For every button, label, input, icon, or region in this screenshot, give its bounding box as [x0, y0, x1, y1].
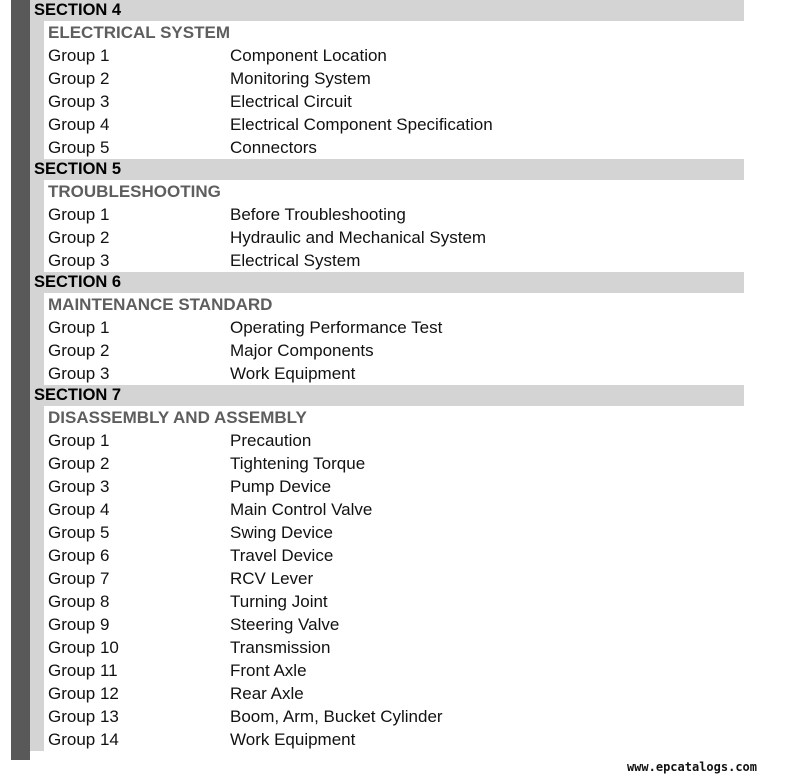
left-margin-bar [11, 0, 30, 760]
group-label: Group 2 [48, 69, 110, 88]
group-topic: Main Control Valve [230, 500, 373, 519]
table-of-contents [30, 0, 744, 751]
toc-row [44, 44, 744, 67]
toc-row [44, 339, 744, 362]
group-label: Group 1 [48, 318, 110, 337]
section-body [30, 293, 744, 385]
group-label: Group 14 [48, 730, 119, 749]
toc-row [44, 521, 744, 544]
toc-row [44, 567, 744, 590]
group-label: Group 5 [48, 138, 110, 157]
section-header: SECTION 7 [30, 385, 744, 406]
toc-row [44, 728, 744, 751]
toc-row [44, 613, 744, 636]
group-topic: Electrical Component Specification [230, 115, 493, 134]
group-topic: Travel Device [230, 546, 334, 565]
group-label: Group 6 [48, 546, 110, 565]
group-topic: Electrical Circuit [230, 92, 352, 111]
group-topic: Monitoring System [230, 69, 371, 88]
group-label: Group 2 [48, 341, 110, 360]
toc-row [44, 362, 744, 385]
group-topic: Swing Device [230, 523, 333, 542]
section-header: SECTION 5 [30, 159, 744, 180]
section-body [30, 406, 744, 751]
group-topic: Major Components [230, 341, 374, 360]
section [30, 272, 744, 385]
group-topic: Steering Valve [230, 615, 340, 634]
watermark: www.epcatalogs.com [626, 760, 757, 774]
group-label: Group 2 [48, 228, 110, 247]
group-label: Group 1 [48, 431, 110, 450]
toc-row [44, 249, 744, 272]
toc-row [44, 113, 744, 136]
group-label: Group 5 [48, 523, 110, 542]
toc-row [44, 498, 744, 521]
toc-row [44, 90, 744, 113]
section-header: SECTION 4 [30, 0, 744, 21]
group-topic: Electrical System [230, 251, 361, 270]
toc-row [44, 475, 744, 498]
group-topic: Hydraulic and Mechanical System [230, 228, 487, 247]
group-label: Group 12 [48, 684, 119, 703]
group-topic: Work Equipment [230, 364, 356, 383]
group-label: Group 13 [48, 707, 119, 726]
group-label: Group 2 [48, 454, 110, 473]
group-label: Group 8 [48, 592, 110, 611]
toc-row [44, 429, 744, 452]
group-topic: Rear Axle [230, 684, 304, 703]
toc-row [44, 203, 744, 226]
group-label: Group 3 [48, 477, 110, 496]
group-label: Group 7 [48, 569, 110, 588]
group-topic: Pump Device [230, 477, 332, 496]
group-label: Group 1 [48, 205, 110, 224]
toc-row [44, 636, 744, 659]
group-label: Group 11 [48, 661, 118, 680]
group-topic: Transmission [230, 638, 331, 657]
toc-row [44, 705, 744, 728]
toc-row [44, 136, 744, 159]
toc-row [44, 682, 744, 705]
toc-row [44, 226, 744, 249]
group-topic: Before Troubleshooting [230, 205, 406, 224]
group-topic: Work Equipment [230, 730, 356, 749]
section-body [30, 21, 744, 159]
section [30, 0, 744, 159]
section-title: DISASSEMBLY AND ASSEMBLY [48, 408, 307, 427]
group-label: Group 9 [48, 615, 110, 634]
group-topic: Boom, Arm, Bucket Cylinder [230, 707, 443, 726]
toc-row [44, 659, 744, 682]
group-topic: Turning Joint [230, 592, 328, 611]
group-topic: Front Axle [230, 661, 307, 680]
section [30, 385, 744, 751]
section-title: TROUBLESHOOTING [48, 182, 221, 201]
group-topic: Component Location [230, 46, 387, 65]
group-label: Group 3 [48, 364, 110, 383]
group-topic: Connectors [230, 138, 317, 157]
section-body [30, 180, 744, 272]
group-label: Group 3 [48, 92, 110, 111]
group-label: Group 4 [48, 115, 110, 134]
toc-row [44, 590, 744, 613]
group-topic: RCV Lever [230, 569, 314, 588]
section-title: ELECTRICAL SYSTEM [48, 23, 230, 42]
group-topic: Tightening Torque [230, 454, 366, 473]
group-topic: Operating Performance Test [230, 318, 443, 337]
section [30, 159, 744, 272]
group-label: Group 4 [48, 500, 110, 519]
section-header: SECTION 6 [30, 272, 744, 293]
toc-row [44, 452, 744, 475]
section-title: MAINTENANCE STANDARD [48, 295, 273, 314]
group-label: Group 3 [48, 251, 110, 270]
toc-row [44, 316, 744, 339]
toc-row [44, 67, 744, 90]
group-topic: Precaution [230, 431, 312, 450]
group-label: Group 10 [48, 638, 119, 657]
group-label: Group 1 [48, 46, 110, 65]
toc-row [44, 544, 744, 567]
